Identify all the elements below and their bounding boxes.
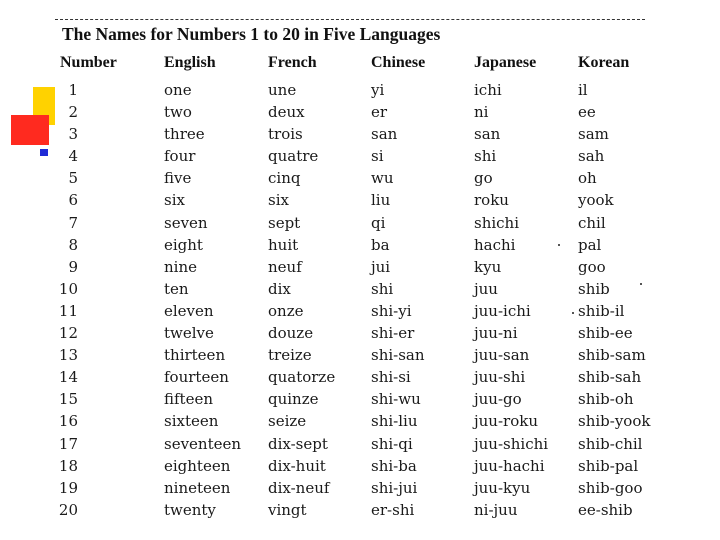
number-cell: 9 (68, 257, 78, 276)
chinese-cell: shi-qi (371, 434, 413, 453)
scan-speck (640, 283, 642, 285)
english-cell: five (164, 169, 192, 188)
korean-cell: shib-il (578, 301, 625, 320)
japanese-cell: kyu (474, 257, 502, 276)
number-cell: 14 (58, 368, 78, 387)
number-cell: 10 (58, 279, 78, 298)
chinese-cell: shi-si (371, 368, 411, 387)
chinese-cell: shi (371, 279, 394, 298)
scan-speck (572, 312, 574, 314)
chinese-cell: yi (371, 81, 385, 99)
japanese-cell: go (474, 169, 493, 188)
japanese-cell: juu-kyu (474, 478, 531, 497)
french-cell: douze (268, 324, 314, 343)
number-cell: 16 (58, 412, 78, 431)
chinese-cell: shi-wu (371, 390, 421, 409)
french-cell: treize (268, 346, 312, 365)
number-cell: 17 (58, 434, 78, 453)
korean-cell: goo (578, 257, 606, 276)
number-cell: 8 (68, 235, 78, 254)
english-cell: three (164, 125, 205, 144)
french-column (268, 79, 335, 521)
page-title: The Names for Numbers 1 to 20 in Five Languages (62, 24, 441, 44)
korean-cell: chil (578, 213, 606, 232)
chinese-cell: wu (371, 169, 394, 188)
french-cell: six (268, 191, 289, 210)
korean-cell: sam (578, 125, 609, 144)
english-cell: sixteen (164, 412, 219, 431)
korean-cell: shib-goo (578, 478, 643, 497)
japanese-cell: juu (474, 279, 498, 298)
chinese-cell: shi-liu (371, 412, 418, 431)
french-cell: quinze (268, 390, 319, 409)
japanese-cell: shi (474, 147, 497, 166)
english-cell: fourteen (164, 368, 229, 387)
french-cell: neuf (268, 257, 302, 276)
english-cell: eighteen (164, 456, 231, 475)
french-cell: deux (268, 103, 305, 122)
french-cell: trois (268, 125, 303, 144)
japanese-cell: juu-hachi (474, 456, 545, 475)
english-cell: six (164, 191, 185, 210)
japanese-cell: ichi (474, 81, 502, 99)
korean-cell: shib-sah (578, 368, 642, 387)
chinese-cell: ba (371, 235, 390, 254)
french-cell: seize (268, 412, 307, 431)
korean-cell: shib (578, 279, 610, 298)
english-cell: one (164, 81, 192, 99)
number-cell: 11 (58, 301, 78, 320)
japanese-cell: ni (474, 103, 489, 122)
english-column (164, 79, 241, 521)
korean-cell: shib-chil (578, 434, 643, 453)
korean-cell: shib-pal (578, 456, 639, 475)
french-cell: dix (268, 279, 291, 298)
english-cell: seven (164, 213, 208, 232)
english-cell: thirteen (164, 346, 226, 365)
korean-cell: il (578, 81, 588, 99)
column-header-japanese: Japanese (474, 54, 537, 71)
english-cell: twenty (164, 500, 216, 519)
number-cell: 12 (58, 324, 78, 343)
french-cell: sept (268, 213, 301, 232)
korean-cell: shib-oh (578, 390, 634, 409)
chinese-cell: liu (371, 191, 391, 210)
korean-cell: shib-sam (578, 346, 646, 365)
french-cell: huit (268, 235, 299, 254)
number-cell: 19 (58, 478, 78, 497)
french-cell: vingt (268, 500, 307, 519)
scan-speck (558, 244, 560, 246)
number-cell: 13 (58, 346, 78, 365)
japanese-column (474, 79, 548, 521)
number-column (58, 79, 78, 521)
japanese-cell: juu-shi (474, 368, 526, 387)
korean-cell: oh (578, 169, 597, 188)
number-cell: 2 (68, 103, 78, 122)
decorative-blue-square (40, 149, 48, 156)
number-cell: 6 (68, 191, 78, 210)
chinese-cell: jui (371, 257, 391, 276)
number-cell: 5 (68, 169, 78, 188)
french-cell: dix-sept (268, 434, 328, 453)
korean-cell: pal (578, 235, 602, 254)
korean-cell: shib-ee (578, 324, 633, 343)
french-cell: onze (268, 301, 304, 320)
number-cell: 3 (68, 125, 78, 144)
column-header-french: French (268, 54, 317, 71)
number-cell: 18 (58, 456, 78, 475)
number-cell: 1 (68, 81, 78, 99)
top-rule (55, 19, 645, 20)
column-header-korean: Korean (578, 54, 630, 71)
number-cell: 4 (68, 147, 78, 166)
english-cell: eight (164, 235, 203, 254)
french-cell: cinq (268, 169, 301, 188)
french-cell: une (268, 81, 297, 99)
english-cell: eleven (164, 301, 214, 320)
english-cell: nineteen (164, 478, 231, 497)
number-cell: 15 (58, 390, 78, 409)
japanese-cell: san (474, 125, 501, 144)
chinese-cell: shi-ba (371, 456, 417, 475)
chinese-cell: san (371, 125, 398, 144)
number-cell: 20 (58, 500, 78, 519)
number-cell: 7 (68, 213, 78, 232)
japanese-cell: ni-juu (474, 500, 518, 519)
korean-cell: sah (578, 147, 605, 166)
japanese-cell: juu-go (474, 390, 522, 409)
japanese-cell: hachi (474, 235, 516, 254)
column-header-english: English (164, 54, 216, 71)
korean-cell: yook (578, 191, 614, 210)
chinese-cell: er-shi (371, 500, 415, 519)
french-cell: quatre (268, 147, 319, 166)
chinese-cell: shi-jui (371, 478, 418, 497)
column-header-number: Number (60, 54, 117, 71)
french-cell: quatorze (268, 368, 336, 387)
korean-cell: shib-yook (578, 412, 651, 431)
french-cell: dix-neuf (268, 478, 330, 497)
chinese-cell: si (371, 147, 384, 166)
japanese-cell: juu-roku (474, 412, 538, 431)
column-header-chinese: Chinese (371, 54, 426, 71)
japanese-cell: juu-san (474, 346, 530, 365)
english-cell: two (164, 103, 192, 122)
english-cell: twelve (164, 324, 214, 343)
korean-cell: ee-shib (578, 500, 633, 519)
korean-cell: ee (578, 103, 596, 122)
english-cell: nine (164, 257, 197, 276)
decorative-red-square (11, 115, 49, 145)
chinese-column (371, 79, 425, 521)
english-cell: ten (164, 279, 189, 298)
japanese-cell: shichi (474, 213, 520, 232)
chinese-cell: shi-er (371, 324, 415, 343)
french-cell: dix-huit (268, 456, 326, 475)
english-cell: seventeen (164, 434, 242, 453)
english-cell: four (164, 147, 196, 166)
chinese-cell: er (371, 103, 388, 122)
chinese-cell: qi (371, 213, 386, 232)
japanese-cell: juu-ni (474, 324, 518, 343)
japanese-cell: juu-ichi (474, 301, 531, 320)
english-cell: fifteen (164, 390, 213, 409)
chinese-cell: shi-san (371, 346, 425, 365)
korean-column (578, 79, 650, 521)
chinese-cell: shi-yi (371, 301, 412, 320)
japanese-cell: roku (474, 191, 509, 210)
japanese-cell: juu-shichi (474, 434, 549, 453)
